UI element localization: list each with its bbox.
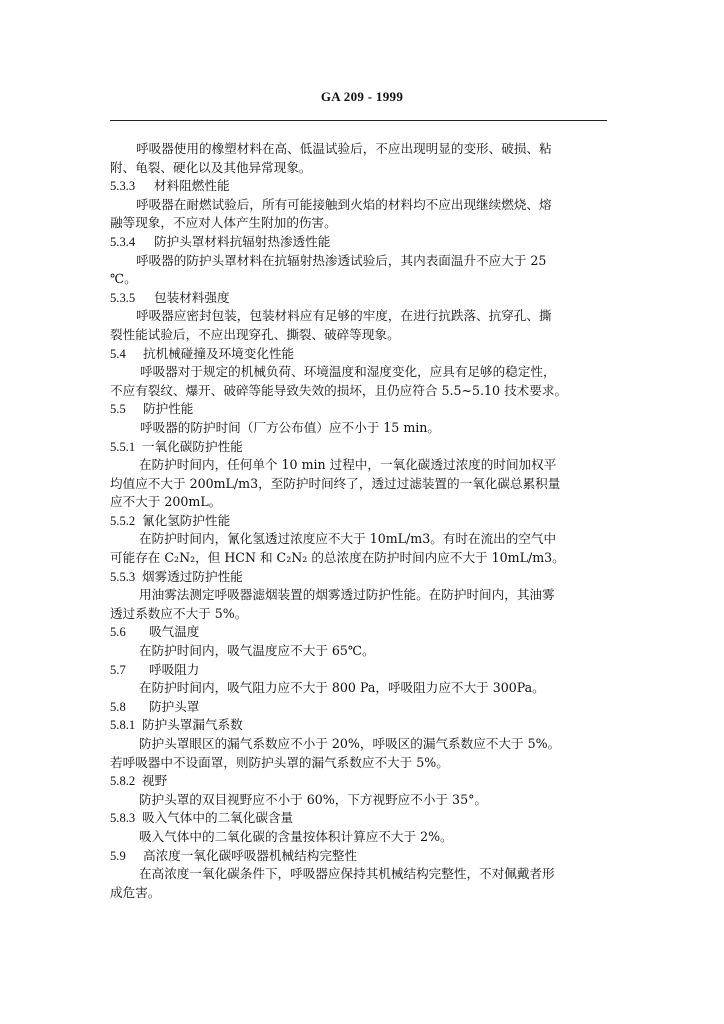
paragraph-line: 在防护时间内，氰化氢透过浓度应不大于 10mL/m3。有时在流出的空气中: [139, 531, 557, 547]
section-heading-5-3-4: [110, 233, 615, 252]
section-heading-5-3-5: [110, 289, 615, 308]
paragraph-line: ℃。: [110, 271, 137, 287]
paragraph-line: 透过系数应不大于 5%。: [110, 605, 248, 621]
section-heading-5-8-2: [110, 772, 615, 791]
section-title: 抗机械碰撞及环境变化性能: [143, 345, 295, 361]
section-heading-5-8-3: [110, 809, 615, 828]
paragraph-line: 呼吸器应密封包装，包装材料应有足够的牢度，在进行抗跌落、抗穿孔、撕: [136, 308, 552, 324]
section-number: 5.4: [110, 346, 126, 361]
paragraph-line: 在防护时间内，吸气阻力应不大于 800 Pa，呼吸阻力应不大于 300Pa。: [139, 680, 545, 696]
section-number: 5.5.3: [110, 569, 136, 584]
paragraph-line: 应不大于 200mL。: [110, 494, 222, 510]
paragraph-line: 不应有裂纹、爆开、破碎等能导致失效的损坏，且仍应符合 5.5~5.10 技术要求。: [110, 382, 568, 398]
section-title: 氰化氢防护性能: [142, 512, 231, 528]
paragraph-line: 附、龟裂、硬化以及其他异常现象。: [110, 159, 312, 175]
section-title: 一氧化碳防护性能: [142, 438, 243, 454]
section-number: 5.8.1: [110, 718, 136, 733]
section-title: 防护头罩漏气系数: [142, 717, 243, 733]
section-title: 包装材料强度: [154, 289, 230, 305]
paragraph-line: 防护头罩的双目视野应不小于 60%，下方视野应不小于 35°。: [139, 791, 487, 807]
paragraph-line: 呼吸器对于规定的机械负荷、环境温度和湿度变化，应具有足够的稳定性，: [140, 364, 556, 380]
section-number: 5.8: [110, 699, 126, 714]
paragraph-line: 若呼吸器中不设面罩，则防护头罩的漏气系数应不大于 5%。: [110, 754, 449, 770]
section-number: 5.5.2: [110, 513, 136, 528]
document-header-title: GA 209 - 1999: [320, 89, 404, 104]
section-number: 5.8.2: [110, 774, 136, 789]
section-title: 防护头罩: [149, 698, 200, 714]
section-heading-5-6: [110, 623, 615, 642]
section-number: 5.3.4: [110, 234, 136, 249]
paragraph-line: 用油雾法测定呼吸器滤烟装置的烟雾透过防护性能。在防护时间内，其油雾: [139, 587, 555, 603]
paragraph-line: 呼吸器在耐燃试验后，所有可能接触到火焰的材料均不应出现继续燃烧、熔: [136, 196, 552, 212]
section-number: 5.3.3: [110, 179, 136, 194]
paragraph-line: 裂性能试验后，不应出现穿孔、撕裂、破碎等现象。: [110, 326, 400, 342]
section-title: 烟雾透过防护性能: [142, 568, 243, 584]
section-title: 视野: [142, 773, 168, 789]
section-title: 吸气温度: [149, 624, 200, 640]
section-heading-5-8-1: [110, 716, 615, 735]
paragraph-line: 在防护时间内，吸气温度应不大于 65℃。: [139, 643, 375, 659]
section-heading-5-8: [110, 698, 615, 717]
paragraph-line: 防护头罩眼区的漏气系数应不小于 20%，呼吸区的漏气系数应不大于 5%。: [139, 736, 561, 751]
section-title: 高浓度一氧化碳呼吸器机械结构完整性: [143, 847, 358, 863]
section-heading-5-9: [110, 847, 615, 866]
paragraph-line: 呼吸器使用的橡塑材料在高、低温试验后，不应出现明显的变形、破损、粘: [136, 141, 552, 156]
section-number: 5.9: [110, 848, 126, 863]
paragraph-line: 成危害。: [110, 884, 161, 900]
paragraph-line: 呼吸器的防护时间（厂方公布值）应不小于 15 min。: [140, 419, 440, 435]
paragraph-line: 可能存在 C₂N₂，但 HCN 和 C₂N₂ 的总浓度在防护时间内应不大于 10mL/m3。: [110, 550, 565, 566]
section-heading-5-4: [110, 345, 615, 364]
section-number: 5.6: [110, 625, 126, 640]
section-title: 材料阻燃性能: [154, 178, 230, 194]
section-heading-5-5: [110, 400, 615, 419]
section-heading-5-5-2: [110, 512, 615, 531]
paragraph-line: 均值应不大于 200mL/m3，至防护时间终了，透过过滤装置的一氧化碳总累积量: [110, 475, 561, 491]
section-heading-5-7: [110, 661, 615, 680]
section-title: 防护性能: [143, 401, 194, 417]
header-divider: [110, 120, 607, 121]
section-heading-5-5-1: [110, 438, 615, 457]
paragraph-line: 呼吸器的防护头罩材料在抗辐射热渗透试验后，其内表面温升不应大于 25: [136, 252, 547, 268]
section-heading-5-5-3: [110, 568, 615, 587]
section-title: 呼吸阻力: [149, 661, 200, 677]
section-number: 5.3.5: [110, 290, 136, 305]
paragraph-line: 融等现象，不应对人体产生附加的伤害。: [110, 215, 337, 231]
paragraph-line: 在防护时间内，任何单个 10 min 过程中，一氧化碳透过浓度的时间加权平: [139, 457, 557, 473]
section-number: 5.7: [110, 662, 126, 677]
section-number: 5.5: [110, 402, 126, 417]
section-title: 防护头罩材料抗辐射热渗透性能: [154, 233, 331, 249]
paragraph-line: 吸入气体中的二氧化碳的含量按体积计算应不大于 2%。: [139, 828, 453, 844]
section-title: 吸入气体中的二氧化碳含量: [142, 810, 294, 826]
document-body: [110, 140, 615, 902]
section-heading-5-3-3: [110, 177, 615, 196]
section-number: 5.5.1: [110, 439, 136, 454]
section-number: 5.8.3: [110, 811, 136, 826]
paragraph-line: 在高浓度一氧化碳条件下，呼吸器应保持其机械结构完整性，不对佩戴者形: [139, 866, 555, 882]
